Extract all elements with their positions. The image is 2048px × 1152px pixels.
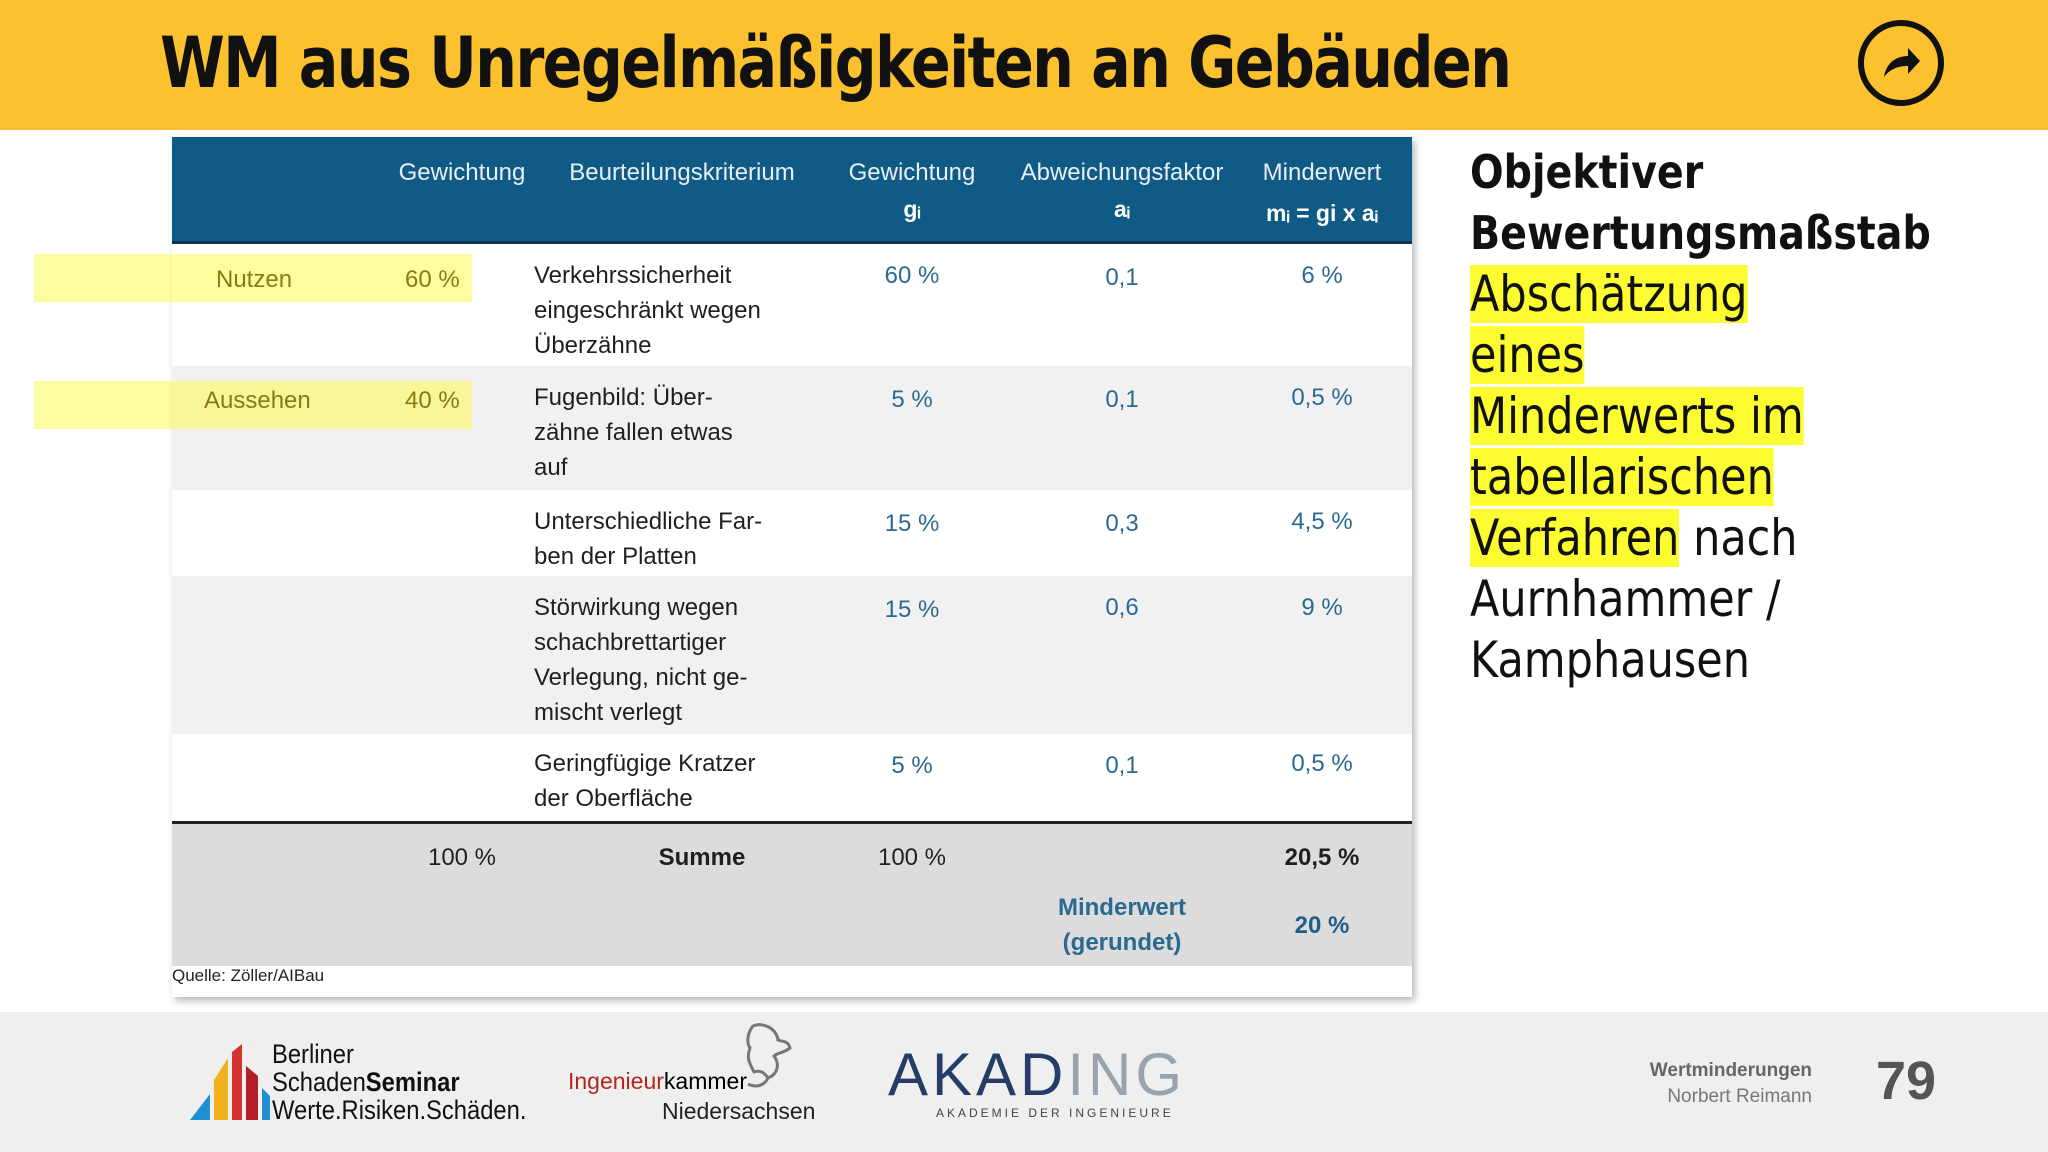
akading-subtitle: AKADEMIE DER INGENIEURE [936, 1106, 1174, 1120]
header-weight-symbol: gᵢ [903, 196, 921, 222]
minderwert-cell: 4,5 % [1291, 508, 1353, 535]
ingenieurkammer-region: Niedersachsen [662, 1098, 816, 1124]
criterion-cell: Verkehrssicherheit eingeschränkt wegen Überzähne [534, 262, 761, 359]
side-rest-2: Aurnhammer / [1470, 570, 1781, 628]
criterion-cell: Geringfügige Kratzer der Oberfläche [534, 750, 756, 812]
bss-line2a: Schaden [272, 1067, 366, 1097]
source-note: Quelle: Zöller/AIBau [172, 966, 325, 985]
bss-line1: Berliner [272, 1039, 354, 1069]
table-row [172, 576, 1412, 734]
minderwert-cell: 6 % [1301, 262, 1343, 289]
criterion-cell: Unterschiedliche Far- ben der Platten [534, 508, 763, 570]
header-weight-label: Gewichtung [848, 159, 976, 186]
rounded-label-line2: (gerundet) [1062, 929, 1182, 956]
side-rest-1: nach [1679, 509, 1798, 567]
side-text [1470, 142, 1931, 691]
minderwert-total: 20,5 % [1284, 844, 1360, 871]
header-factor [972, 157, 1272, 225]
rounded-label [1022, 890, 1222, 960]
side-heading-line2: Bewertungsmaßstab [1470, 206, 1931, 260]
berliner-schadenseminar-text [272, 1040, 561, 1124]
page-number: 79 [1876, 1051, 1937, 1111]
bss-line2b: Seminar [365, 1067, 460, 1097]
side-hl-3: tabellarischen [1470, 448, 1774, 506]
weight-cell: 5 % [891, 752, 933, 779]
footer-topic: Wertminderungen [1649, 1060, 1812, 1081]
factor-cell: 0,3 [1105, 510, 1139, 537]
criterion-cell: Fugenbild: Über- zähne fallen etwas auf [534, 384, 733, 481]
factor-cell: 0,1 [1105, 386, 1139, 413]
weight-cell: 15 % [884, 596, 940, 623]
header-minderwert-formula: mᵢ = gi x aᵢ [1266, 200, 1378, 226]
footer-author: Norbert Reimann [1667, 1086, 1812, 1107]
side-hl-4: Verfahren [1470, 509, 1680, 567]
header-criterion: Beurteilungskriterium [569, 159, 795, 186]
header-minderwert-label: Minderwert [1262, 159, 1382, 186]
header-gewichtung-group: Gewichtung [398, 159, 526, 186]
group-label-nutzen: Nutzen [216, 266, 293, 293]
side-hl-2: Minderwerts im [1470, 387, 1804, 445]
share-arrow-icon [1878, 43, 1924, 83]
forward-button[interactable] [1858, 20, 1944, 106]
slide-title: WM aus Unregelmäßigkeiten an Gebäuden [160, 22, 1511, 104]
minderwert-cell: 0,5 % [1291, 384, 1353, 411]
factor-cell: 0,1 [1105, 264, 1139, 291]
rounded-label-line1: Minderwert [1057, 894, 1186, 921]
weight-total: 100 % [877, 844, 947, 871]
ik-part2: kammer [663, 1068, 747, 1094]
header-minderwert [1232, 157, 1412, 229]
side-heading-line1: Objektiver [1470, 145, 1704, 199]
criterion-cell: Störwirkung wegen schachbrettartiger Verlegung, nicht ge- mischt verlegt [534, 594, 748, 726]
minderwert-cell: 0,5 % [1291, 750, 1353, 777]
weight-group-total: 100 % [427, 844, 497, 871]
side-body [1470, 264, 1840, 691]
group-pct-nutzen: 60 % [405, 266, 460, 293]
header-factor-symbol: aᵢ [1113, 196, 1131, 222]
factor-cell: 0,6 [1105, 594, 1139, 621]
weight-cell: 15 % [884, 510, 940, 537]
rounded-value: 20 % [1294, 912, 1350, 939]
header-factor-label: Abweichungsfaktor [1020, 159, 1224, 186]
akad-light: ING [1067, 1041, 1187, 1108]
sum-row [172, 821, 1412, 966]
akading-logo [888, 1040, 1186, 1109]
minderwert-cell: 9 % [1301, 594, 1343, 621]
factor-cell: 0,1 [1105, 752, 1139, 779]
side-rest-3: Kamphausen [1470, 631, 1750, 689]
table-row [172, 490, 1412, 576]
table-row [172, 734, 1412, 821]
sum-label: Summe [658, 844, 746, 871]
table-header [172, 137, 1412, 244]
ik-part1: Ingenieur [568, 1068, 664, 1094]
weight-cell: 5 % [891, 386, 933, 413]
bss-line3: Werte.Risiken.Schäden. [272, 1095, 527, 1125]
group-pct-aussehen: 40 % [405, 387, 460, 414]
ingenieurkammer-name [568, 1068, 747, 1095]
group-label-aussehen: Aussehen [204, 387, 311, 414]
akad-dark: AKAD [888, 1041, 1068, 1108]
weight-cell: 60 % [884, 262, 940, 289]
side-hl-1: Abschätzung eines [1470, 265, 1748, 384]
